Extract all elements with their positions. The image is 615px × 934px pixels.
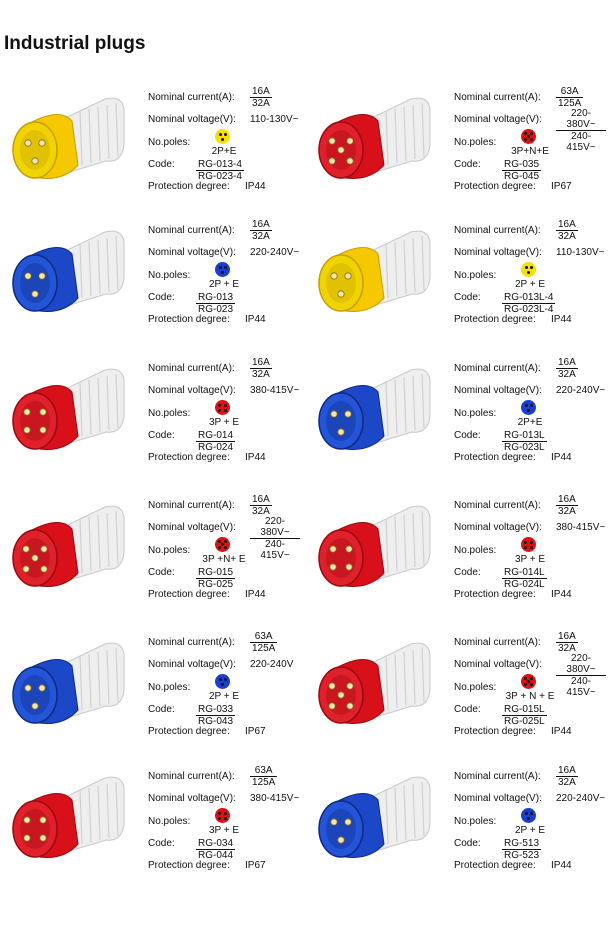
poles-label: No.poles: [454,137,497,148]
plug-image [0,218,130,338]
current-rating: 63A [250,631,277,643]
current-value [556,631,578,654]
code-secondary: RG-025 [198,579,234,590]
protection-label: Protection degree: [454,589,536,600]
poles-value: 2P + E [514,279,546,290]
product-card [306,218,606,348]
poles-label: No.poles: [148,545,191,556]
protection-label: Protection degree: [454,860,536,871]
current-rating-alt: 32A [558,369,576,380]
protection-label: Protection degree: [148,860,230,871]
code-value [196,292,235,315]
code-primary: RG-013L-4 [504,292,554,303]
poles-label: No.poles: [148,137,191,148]
code-primary: RG-013 [198,292,234,303]
current-label: Nominal current(A): [148,92,235,103]
code-secondary: RG-025L [504,716,545,727]
protection-label: Protection degree: [148,452,230,463]
code-secondary: RG-023-4 [198,171,242,182]
current-rating-alt: 32A [558,231,576,242]
voltage-rating-alt: 240-415V~ [260,539,290,561]
pole-diagram-icon [521,674,536,689]
current-rating: 16A [252,219,270,230]
plug-image [306,764,436,884]
pole-diagram-icon [521,262,536,277]
current-label: Nominal current(A): [148,225,235,236]
pole-diagram-icon [521,808,536,823]
current-rating-alt: 125A [252,643,276,654]
poles-label: No.poles: [454,682,497,693]
product-card [306,356,606,486]
product-card [306,85,606,215]
voltage-label: Nominal voltage(V): [148,385,236,396]
poles-value: 2P + E [514,825,546,836]
pole-diagram-icon [521,129,536,144]
code-label: Code: [148,704,175,715]
voltage-value: 110-130V~ [556,247,605,258]
current-value [250,357,272,380]
protection-value: IP67 [245,860,266,871]
code-value [502,704,547,727]
poles-label: No.poles: [148,682,191,693]
protection-value: IP44 [551,452,572,463]
code-label: Code: [148,567,175,578]
current-value [250,494,272,517]
current-rating-alt: 32A [252,506,270,517]
current-value [556,219,578,242]
product-card [0,356,300,486]
current-rating: 16A [558,357,576,368]
current-label: Nominal current(A): [148,637,235,648]
plug-image [0,85,130,205]
current-value [250,86,272,109]
voltage-value: 380-415V~ [250,793,300,804]
plug-image [0,356,130,476]
poles-value: 2P+E [517,417,543,428]
voltage-rating: 220-380V~ [556,108,606,131]
poles-value: 3P +N+ E [202,554,246,565]
protection-label: Protection degree: [148,589,230,600]
code-value [196,838,235,861]
code-secondary: RG-023 [198,304,234,315]
code-secondary: RG-024L [504,579,545,590]
code-primary: RG-014 [198,430,234,441]
voltage-value: 110-130V~ [250,114,299,125]
product-card [0,218,300,348]
pole-diagram-icon [215,400,230,415]
protection-label: Protection degree: [454,181,536,192]
protection-value: IP44 [245,452,266,463]
current-label: Nominal current(A): [454,500,541,511]
protection-label: Protection degree: [148,181,230,192]
current-rating-alt: 32A [558,643,576,654]
poles-label: No.poles: [454,408,497,419]
code-label: Code: [148,159,175,170]
code-label: Code: [148,430,175,441]
code-primary: RG-034 [198,838,234,849]
voltage-value: 380-415V~ [250,385,300,396]
page-title: Industrial plugs [4,33,146,54]
pole-diagram-icon [215,674,230,689]
voltage-label: Nominal voltage(V): [148,114,236,125]
voltage-rating-alt: 240-415V~ [566,131,596,153]
product-card [306,493,606,623]
voltage-label: Nominal voltage(V): [454,522,542,533]
current-label: Nominal current(A): [454,92,541,103]
pole-diagram-icon [521,400,536,415]
code-primary: RG-015 [198,567,234,578]
code-value [196,567,235,590]
current-value [250,765,277,788]
pole-diagram-icon [215,808,230,823]
protection-label: Protection degree: [454,314,536,325]
code-value [196,704,235,727]
voltage-label: Nominal voltage(V): [454,793,542,804]
poles-value: 2P + E [208,279,240,290]
current-rating: 16A [252,494,270,505]
protection-label: Protection degree: [454,452,536,463]
current-value [556,765,578,788]
current-rating-alt: 32A [252,98,270,109]
voltage-label: Nominal voltage(V): [148,522,236,533]
code-primary: RG-033 [198,704,234,715]
plug-image [0,630,130,750]
code-secondary: RG-045 [504,171,540,182]
protection-value: IP44 [551,726,572,737]
plug-image [306,218,436,338]
voltage-rating: 220-380V~ [250,516,300,539]
protection-value: IP44 [245,314,266,325]
current-rating-alt: 32A [252,369,270,380]
current-label: Nominal current(A): [454,771,541,782]
poles-value: 3P + E [208,417,240,428]
voltage-label: Nominal voltage(V): [454,247,542,258]
plug-image [306,630,436,750]
current-value [556,357,578,380]
code-secondary: RG-023L [504,442,545,453]
poles-label: No.poles: [454,816,497,827]
code-secondary: RG-024 [198,442,234,453]
voltage-rating-alt: 240-415V~ [566,676,596,698]
code-label: Code: [454,567,481,578]
code-secondary: RG-043 [198,716,234,727]
voltage-value: 220-240V [250,659,294,670]
voltage-value [556,653,606,698]
protection-value: IP44 [245,589,266,600]
poles-label: No.poles: [148,270,191,281]
voltage-rating: 220-380V~ [556,653,606,676]
current-value [556,494,578,517]
voltage-value: 220-240V~ [250,247,300,258]
current-label: Nominal current(A): [148,771,235,782]
protection-value: IP44 [551,589,572,600]
voltage-label: Nominal voltage(V): [148,247,236,258]
pole-diagram-icon [521,537,536,552]
product-card [306,764,606,894]
code-value [502,838,541,861]
code-primary: RG-013L [504,430,545,441]
poles-value: 3P+N+E [511,146,549,157]
code-label: Code: [454,159,481,170]
code-primary: RG-035 [504,159,540,170]
current-rating: 16A [558,765,576,776]
plug-image [0,764,130,884]
voltage-value: 220-240V~ [556,385,606,396]
code-secondary: RG-523 [504,850,540,861]
current-value [556,86,583,109]
plug-image [306,493,436,613]
poles-label: No.poles: [454,545,497,556]
product-card [0,493,300,623]
code-primary: RG-013-4 [198,159,242,170]
code-value [196,430,235,453]
voltage-label: Nominal voltage(V): [454,114,542,125]
voltage-value: 380-415V~ [556,522,606,533]
protection-value: IP67 [245,726,266,737]
code-label: Code: [454,704,481,715]
protection-label: Protection degree: [148,726,230,737]
product-card [0,85,300,215]
poles-value: 2P + E [208,691,240,702]
code-value [502,159,541,182]
current-rating: 63A [556,86,583,98]
protection-label: Protection degree: [454,726,536,737]
current-label: Nominal current(A): [454,637,541,648]
pole-diagram-icon [215,129,230,144]
voltage-value [250,516,300,561]
voltage-value [556,108,606,153]
poles-value: 2P+E [211,146,237,157]
product-card [0,630,300,760]
code-primary: RG-015L [504,704,545,715]
code-value [196,159,244,182]
current-rating-alt: 125A [252,777,276,788]
code-label: Code: [148,292,175,303]
protection-value: IP44 [245,181,266,192]
voltage-label: Nominal voltage(V): [148,659,236,670]
poles-value: 3P + N + E [505,691,555,702]
current-label: Nominal current(A): [454,225,541,236]
current-label: Nominal current(A): [148,500,235,511]
current-rating-alt: 32A [558,506,576,517]
current-label: Nominal current(A): [148,363,235,374]
code-primary: RG-014L [504,567,545,578]
product-card [0,764,300,894]
protection-value: IP67 [551,181,572,192]
voltage-value: 220-240V~ [556,793,606,804]
pole-diagram-icon [215,537,230,552]
code-value [502,567,547,590]
current-rating: 16A [558,494,576,505]
code-label: Code: [148,838,175,849]
protection-value: IP44 [551,314,572,325]
poles-label: No.poles: [454,270,497,281]
voltage-label: Nominal voltage(V): [454,659,542,670]
current-rating-alt: 125A [558,98,582,109]
product-card [306,630,606,760]
current-rating: 63A [250,765,277,777]
poles-label: No.poles: [148,408,191,419]
current-rating: 16A [252,357,270,368]
voltage-label: Nominal voltage(V): [454,385,542,396]
current-rating: 16A [558,219,576,230]
code-value [502,430,547,453]
current-rating-alt: 32A [252,231,270,242]
poles-label: No.poles: [148,816,191,827]
code-primary: RG-513 [504,838,540,849]
voltage-label: Nominal voltage(V): [148,793,236,804]
code-value [502,292,555,315]
plug-image [306,85,436,205]
code-label: Code: [454,838,481,849]
protection-value: IP44 [551,860,572,871]
code-secondary: RG-023L-4 [504,304,554,315]
code-secondary: RG-044 [198,850,234,861]
code-label: Code: [454,292,481,303]
current-rating: 16A [558,631,576,642]
current-value [250,219,272,242]
plug-image [306,356,436,476]
poles-value: 3P + E [208,825,240,836]
code-label: Code: [454,430,481,441]
current-rating-alt: 32A [558,777,576,788]
protection-label: Protection degree: [148,314,230,325]
poles-value: 3P + E [514,554,546,565]
current-value [250,631,277,654]
current-label: Nominal current(A): [454,363,541,374]
pole-diagram-icon [215,262,230,277]
plug-image [0,493,130,613]
current-rating: 16A [252,86,270,97]
